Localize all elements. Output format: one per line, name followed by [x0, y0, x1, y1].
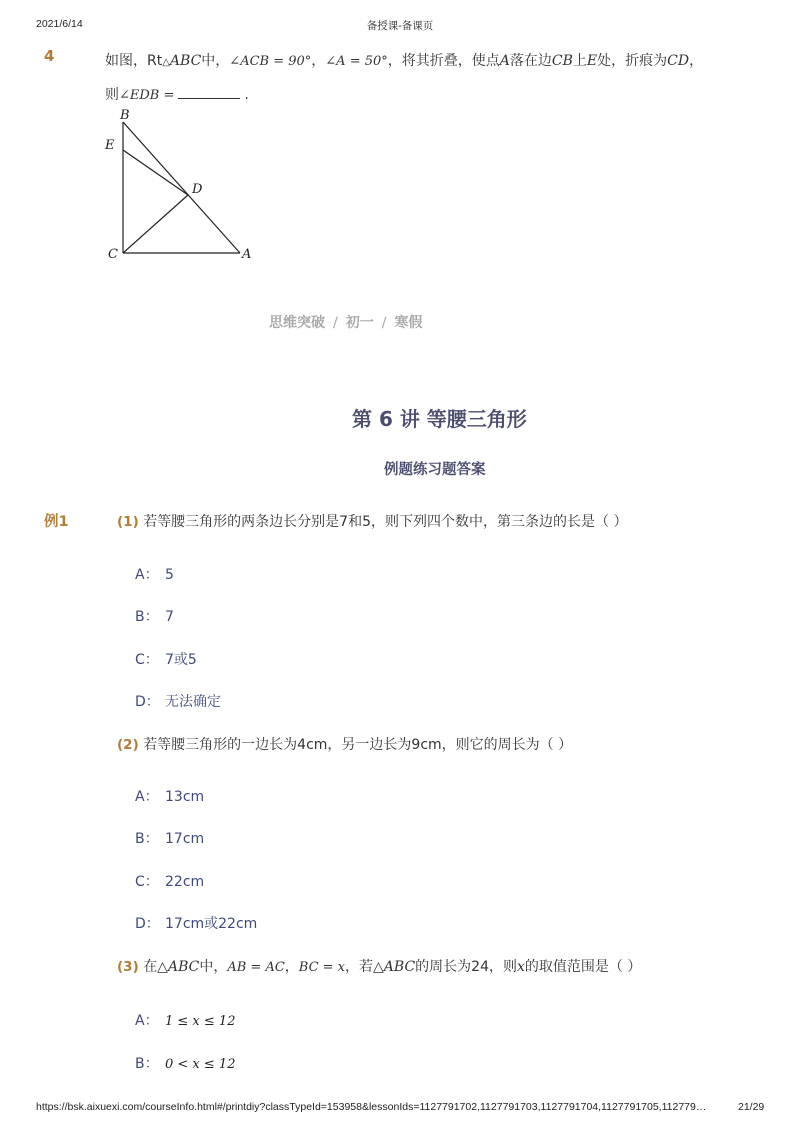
- segment-ed: [123, 150, 188, 195]
- answer-blank[interactable]: [178, 86, 240, 99]
- question-number: 4: [44, 47, 55, 65]
- option-a[interactable]: A： 1 ≤ x ≤ 12: [135, 1013, 236, 1029]
- part-1-question: (1) 若等腰三角形的两条边长分别是7和5，则下列四个数中，第三条边的长是（ ）: [117, 514, 628, 530]
- segment-cd: [123, 195, 188, 253]
- part-3-question: (3) 在△ABC中，AB = AC，BC = x，若△ABC的周长为24，则x的取值范围是（ ）: [117, 959, 642, 975]
- question-4-line-2: 则∠EDB = .: [105, 87, 249, 103]
- point-d-label: D: [192, 182, 203, 197]
- option-d[interactable]: D： 17cm或22cm: [135, 916, 258, 932]
- option-c[interactable]: C： 7或5: [135, 652, 197, 668]
- point-a-label: A: [242, 247, 252, 262]
- option-a[interactable]: A： 5: [135, 567, 174, 583]
- question-4-line-1: 如图，Rt△ABC中，∠ACB = 90°，∠A = 50°，将其折叠，使点A落在边CB上E处，折痕为CD，: [105, 53, 704, 69]
- option-b[interactable]: B： 7: [135, 609, 174, 625]
- point-e-label: E: [105, 138, 115, 153]
- breadcrumb: 思维突破 / 初一 / 寒假: [269, 315, 423, 331]
- part-2-question: (2) 若等腰三角形的一边长为4cm，另一边长为9cm，则它的周长为（ ）: [117, 737, 573, 753]
- print-date: 2021/6/14: [36, 18, 83, 30]
- option-a[interactable]: A： 13cm: [135, 789, 205, 805]
- page-number: 21/29: [738, 1101, 765, 1113]
- option-b[interactable]: B： 17cm: [135, 831, 205, 847]
- segment-ab: [123, 122, 240, 253]
- section-subtitle: 例题练习题答案: [384, 462, 486, 478]
- page-url[interactable]: https://bsk.aixuexi.com/courseInfo.html#/printdiy?classTypeId=153958&lessonIds=1127791702,1127791703,1127791704,1127791705,112779…: [36, 1101, 707, 1113]
- example-label: 例1: [44, 514, 69, 530]
- option-c[interactable]: C： 22cm: [135, 874, 205, 890]
- triangle-figure: [100, 104, 260, 268]
- point-c-label: C: [108, 247, 118, 262]
- option-b[interactable]: B： 0 < x ≤ 12: [135, 1056, 236, 1072]
- page-header-title: 备授课-备课页: [366, 20, 434, 32]
- option-d[interactable]: D： 无法确定: [135, 694, 221, 710]
- point-b-label: B: [120, 108, 130, 123]
- lecture-title: 第 6 讲 等腰三角形: [352, 407, 527, 431]
